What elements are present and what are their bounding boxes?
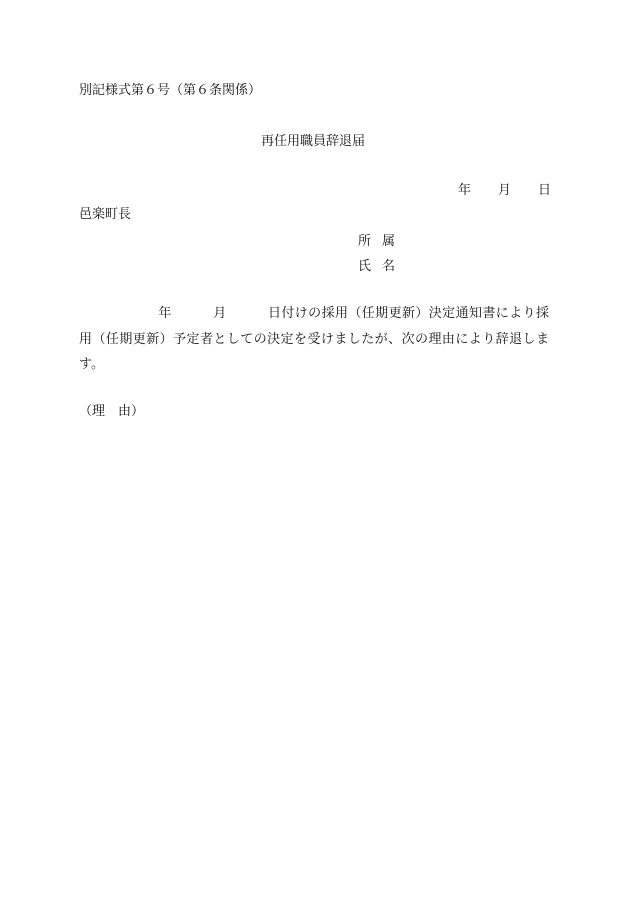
date-year-label: 年	[458, 183, 472, 198]
body-text: 日付けの採用（任期更新）決定通知書により採用（任期更新）予定者としての決定を受けましたが、次の理由により辞退します。	[79, 306, 549, 372]
affiliation-char-1: 所	[358, 234, 372, 249]
body-month-label: 月	[212, 306, 227, 321]
date-line	[458, 182, 551, 200]
addressee: 邑楽町長	[79, 207, 132, 222]
name-label	[358, 258, 395, 276]
reason-label-close: 由）	[118, 404, 145, 419]
form-number: 別記様式第６号（第６条関係）	[79, 83, 262, 98]
body-year-label: 年	[158, 306, 172, 321]
affiliation-char-2: 属	[382, 234, 396, 249]
name-char-2: 名	[382, 259, 396, 274]
reason-label-open: （理	[79, 404, 106, 419]
affiliation-label	[358, 233, 395, 251]
date-day-label: 日	[538, 183, 552, 198]
body-paragraph	[79, 301, 549, 378]
reason-label	[79, 403, 144, 421]
name-char-1: 氏	[358, 259, 372, 274]
date-month-label: 月	[498, 183, 512, 198]
document-title: 再任用職員辞退届	[261, 134, 366, 149]
